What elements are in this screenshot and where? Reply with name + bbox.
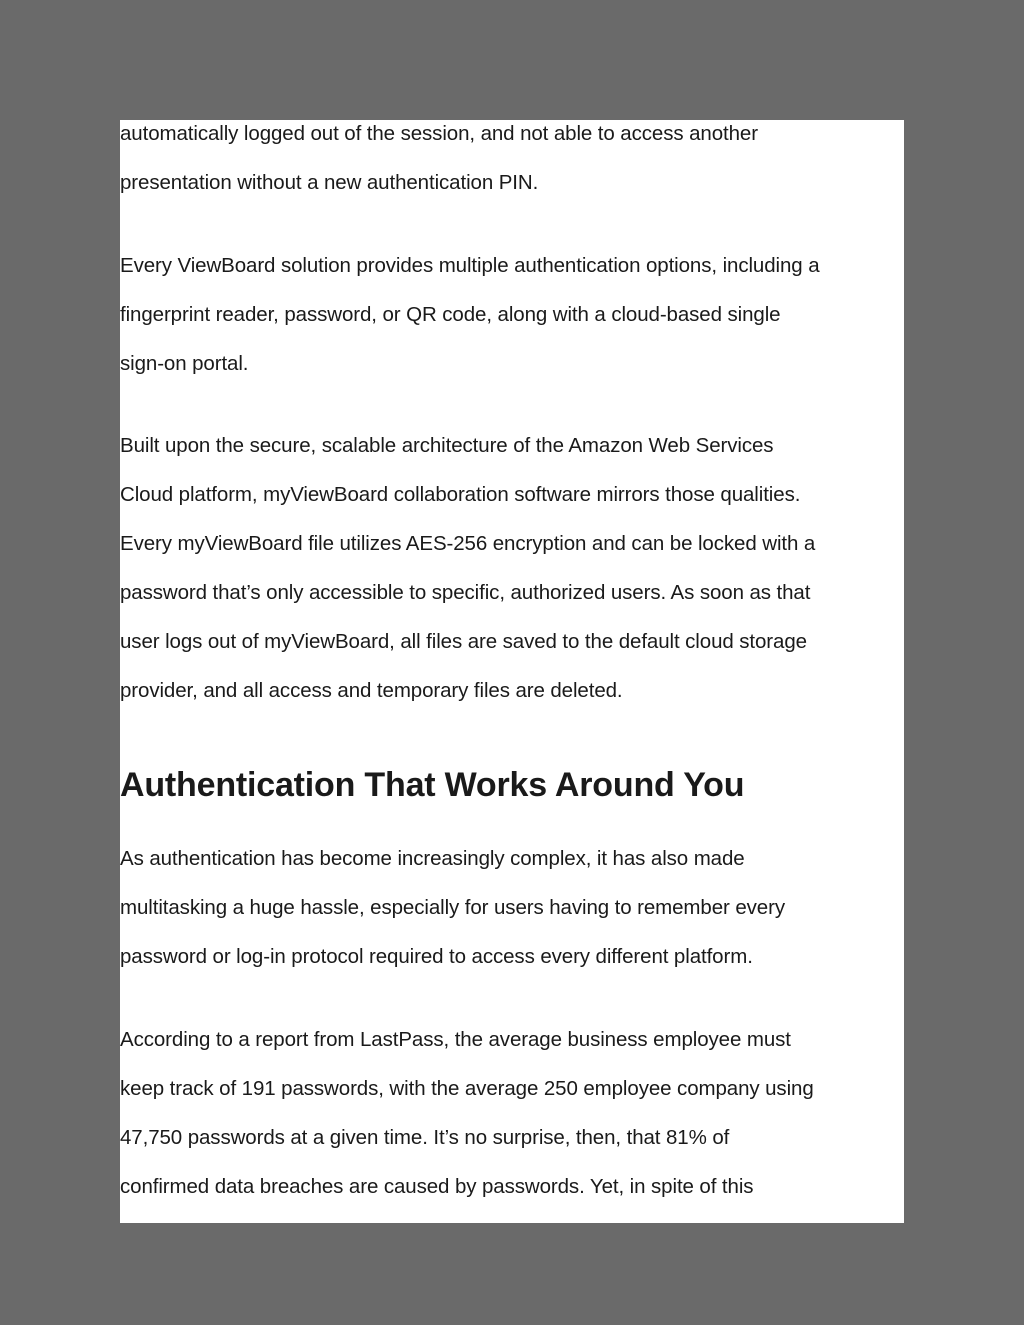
paragraph-authentication-options [120,241,904,388]
text-line: password or log-in protocol required to access every different platform. [120,945,753,968]
text-line: user logs out of myViewBoard, all files are saved to the default cloud storage [120,630,807,653]
document-page [120,120,904,1223]
section-heading: Authentication That Works Around You [120,766,745,804]
text-line: fingerprint reader, password, or QR code, along with a cloud-based single [120,303,781,326]
text-line: Every ViewBoard solution provides multiple authentication options, including a [120,254,820,277]
text-line: Every myViewBoard file utilizes AES-256 encryption and can be locked with a [120,532,816,555]
paragraph-session-logout [120,120,904,207]
text-line: automatically logged out of the session, and not able to access another [120,122,758,145]
text-line: sign-on portal. [120,352,249,375]
paragraph-lastpass-report [120,1015,904,1211]
text-line: multitasking a huge hassle, especially for users having to remember every [120,896,785,919]
text-line: password that’s only accessible to specific, authorized users. As soon as that [120,581,811,604]
text-line: keep track of 191 passwords, with the average 250 employee company using [120,1077,814,1100]
paragraph-aws-architecture [120,421,904,715]
text-line: presentation without a new authentication PIN. [120,171,539,194]
text-line: provider, and all access and temporary files are deleted. [120,679,623,702]
text-line: According to a report from LastPass, the average business employee must [120,1028,791,1051]
text-line: Built upon the secure, scalable architecture of the Amazon Web Services [120,434,774,457]
text-line: 47,750 passwords at a given time. It’s no surprise, then, that 81% of [120,1126,730,1149]
text-line: Cloud platform, myViewBoard collaboration software mirrors those qualities. [120,483,801,506]
text-line: As authentication has become increasingly complex, it has also made [120,847,745,870]
text-line: confirmed data breaches are caused by passwords. Yet, in spite of this [120,1175,754,1198]
paragraph-authentication-complexity [120,834,904,981]
